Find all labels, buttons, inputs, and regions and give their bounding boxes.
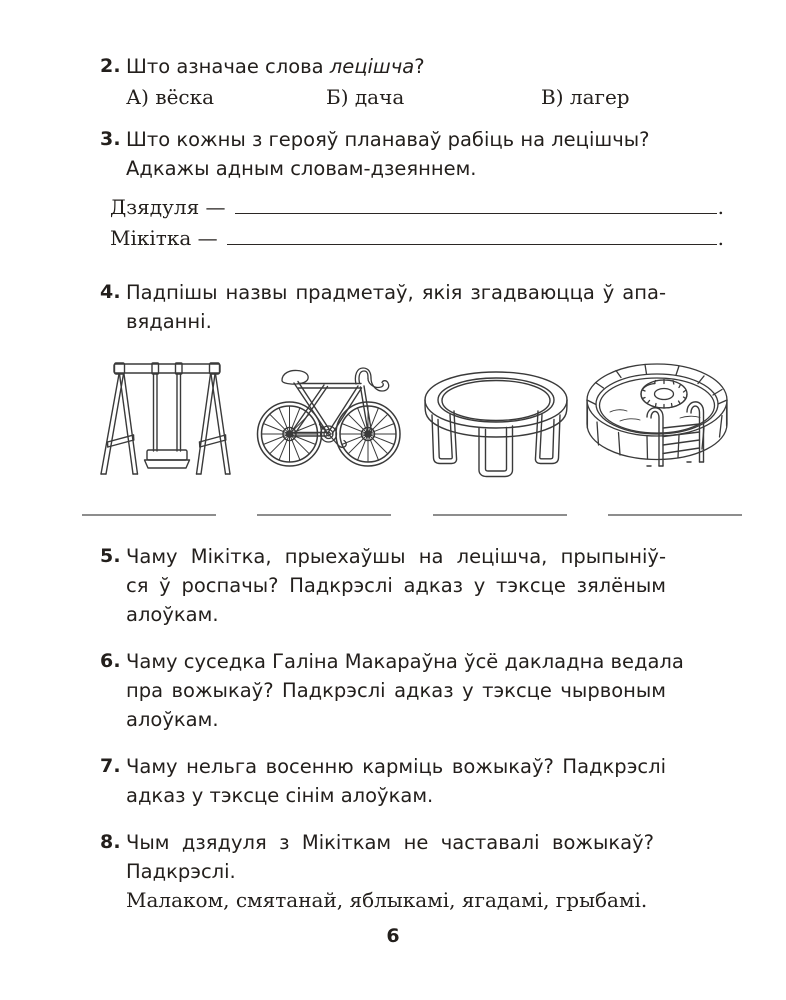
option-b-letter: Б) [326,85,349,109]
exercise-6-body [126,647,724,734]
exercise-8-number: 8. [100,831,121,853]
exercise-6-line-3: алоўкам. [126,708,219,731]
exercise-4-line-2: вяданні. [126,310,212,333]
exercise-2 [100,52,724,112]
exercise-3-answer-fields [110,192,724,254]
exercise-6 [100,647,724,734]
exercise-3 [100,125,724,183]
answer-field-grandfather[interactable] [110,192,724,223]
answer-field-mikitka-rule[interactable] [227,244,717,245]
exercise-8-line-1: Чым дзядуля з Мікіткам не частавалі вожыкаў? [126,831,654,854]
illustration-trampoline [421,370,571,482]
exercise-2-keyword: лецішча [329,55,415,78]
answer-line-swing-set[interactable] [82,514,216,516]
exercise-3-number: 3. [100,128,121,150]
exercise-6-number: 6. [100,650,121,672]
exercise-4-body [126,278,724,336]
exercise-5-line-2: ся ў роспачы? Падкрэслі адказ у тэксце зялёным [126,574,666,597]
option-b[interactable] [326,82,541,112]
option-b-label: дача [354,85,405,109]
exercise-2-prompt-tail: ? [414,55,425,78]
swimming-pool-icon [584,358,734,482]
exercise-7-body [126,752,724,810]
option-a-label: вёска [155,85,215,109]
exercise-3-line-1: Што кожны з герояў планаваў рабіць на лецішчы? [126,128,650,151]
exercise-4-line-1: Падпішы назвы прадметаў, якія згадваюцца ў апа- [126,281,666,304]
answer-line-swimming-pool[interactable] [608,514,742,516]
exercise-2-body [126,52,724,112]
exercise-7 [100,752,724,810]
exercise-5-line-1: Чаму Мікітка, прыехаўшы на лецішча, прыпыніў- [126,545,666,568]
exercise-2-prompt [126,52,724,81]
option-c-letter: В) [541,85,564,109]
exercise-5-body [126,542,724,629]
swing-set-icon [92,356,242,482]
page-number: 6 [386,925,400,947]
answer-field-grandfather-label: Дзядуля — [110,195,226,219]
answer-line-bicycle[interactable] [257,514,391,516]
option-a-letter: А) [126,85,149,109]
option-c[interactable] [541,82,630,112]
exercise-4-number: 4. [100,281,121,303]
exercise-7-number: 7. [100,755,121,777]
exercise-5-line-3: алоўкам. [126,603,219,626]
exercise-8-line-2: Падкрэслі. [126,860,236,883]
exercise-5 [100,542,724,629]
option-a[interactable] [126,82,326,112]
answer-line-trampoline[interactable] [433,514,567,516]
trampoline-icon [421,370,571,482]
illustration-swimming-pool [584,358,734,482]
exercise-2-options [126,82,724,112]
answer-field-grandfather-terminator: . [717,195,724,219]
exercise-5-number: 5. [100,545,121,567]
exercise-7-line-1: Чаму нельга восенню карміць вожыкаў? Падкрэслі [126,755,666,778]
option-c-label: лагер [569,85,630,109]
exercise-8-body [126,828,724,915]
answer-field-mikitka[interactable] [110,223,724,254]
exercise-4-illustrations [92,350,734,482]
exercise-4-answer-lines [82,514,742,516]
answer-field-mikitka-terminator: . [717,226,724,250]
bicycle-icon [255,356,407,482]
answer-field-mikitka-label: Мікітка — [110,226,218,250]
exercise-8-choices[interactable]: Малаком, смятанай, яблыкамі, ягадамі, грыбамі. [126,888,648,912]
exercise-7-line-2: адказ у тэксце сінім алоўкам. [126,784,434,807]
exercise-3-body [126,125,724,183]
exercise-3-line-2: Адкажы адным словам-дзеяннем. [126,157,477,180]
illustration-bicycle [255,356,407,482]
exercise-6-line-2: пра вожыкаў? Падкрэслі адказ у тэксце чырвоным [126,679,666,702]
illustration-swing-set [92,356,242,482]
exercise-4 [100,278,724,336]
exercise-2-number: 2. [100,55,121,77]
exercise-6-line-1: Чаму суседка Галіна Макараўна ўсё дакладна ведала [126,650,684,673]
exercise-8 [100,828,724,915]
answer-field-grandfather-rule[interactable] [235,213,717,214]
exercise-2-prompt-text: Што азначае слова [126,55,330,78]
